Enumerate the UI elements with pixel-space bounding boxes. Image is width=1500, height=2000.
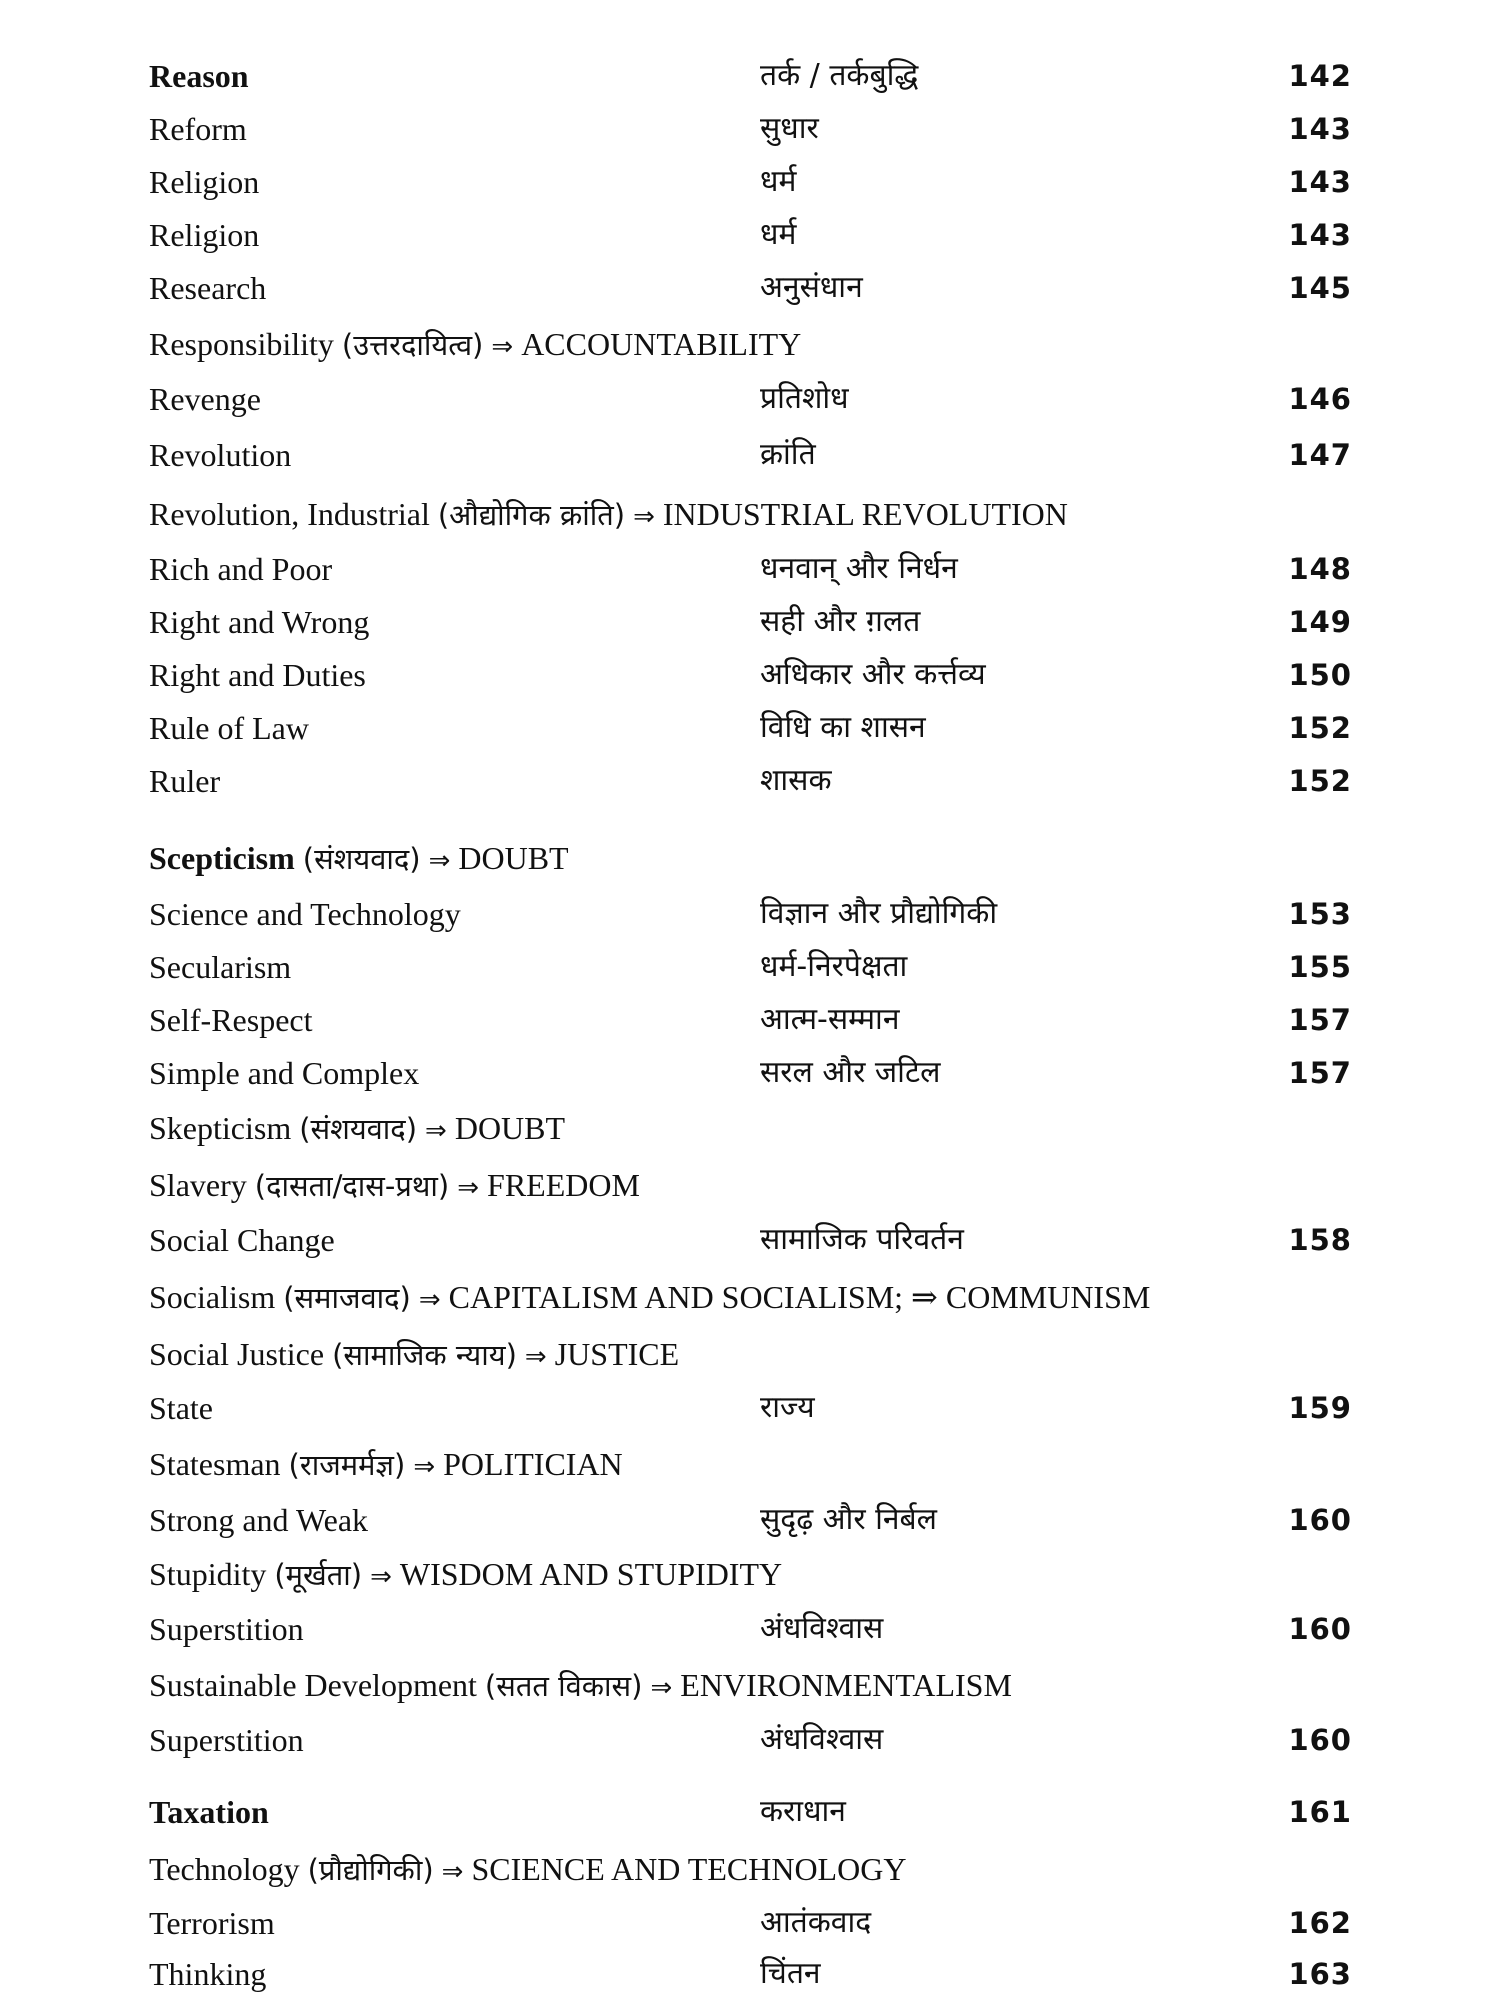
- english-term: Rich and Poor: [149, 551, 333, 587]
- hindi-term: (सतत विकास): [484, 1669, 643, 1703]
- english-term: Social Change: [149, 1222, 335, 1258]
- see-arrow-icon: ⇒: [413, 1452, 436, 1482]
- page-number: 157: [1288, 1056, 1352, 1090]
- english-term: Religion: [149, 164, 260, 200]
- english-term: Revenge: [149, 381, 261, 417]
- page-number: 160: [1288, 1612, 1352, 1646]
- index-entry: [0, 598, 1500, 646]
- page-number: 143: [1288, 112, 1352, 146]
- english-term: Taxation: [149, 1794, 269, 1830]
- index-entry: [0, 651, 1500, 699]
- page-number: 148: [1288, 552, 1352, 586]
- hindi-term: आत्म-सम्मान: [760, 1002, 900, 1037]
- english-term: Superstition: [149, 1722, 304, 1758]
- page-number: 160: [1288, 1503, 1352, 1537]
- see-arrow-icon: ⇒: [650, 1673, 673, 1703]
- page-number: 143: [1288, 218, 1352, 252]
- page-number: 157: [1288, 1003, 1352, 1037]
- english-term: Superstition: [149, 1611, 304, 1647]
- index-entry: [0, 375, 1500, 423]
- index-entry: [0, 1049, 1500, 1097]
- english-term: Skepticism: [149, 1110, 292, 1146]
- english-term: Statesman: [149, 1446, 281, 1482]
- cross-reference-target: DOUBT: [454, 1110, 566, 1146]
- see-arrow-icon: ⇒: [370, 1562, 392, 1592]
- cross-reference-entry: [0, 1273, 1500, 1321]
- cross-reference-entry: [0, 490, 1500, 538]
- english-term: Self-Respect: [149, 1002, 313, 1038]
- index-entry: [0, 996, 1500, 1044]
- cross-reference-target: ACCOUNTABILITY: [521, 326, 802, 362]
- hindi-term: विधि का शासन: [760, 710, 926, 745]
- cross-reference-target: SCIENCE AND TECHNOLOGY: [471, 1851, 907, 1887]
- page-number: 149: [1288, 605, 1352, 639]
- hindi-term: अधिकार और कर्त्तव्य: [760, 657, 986, 692]
- english-term: Thinking: [149, 1956, 267, 1992]
- hindi-term: (प्रौद्योगिकी): [307, 1853, 434, 1887]
- cross-reference-target: ENVIRONMENTALISM: [680, 1667, 1012, 1703]
- index-entry: [0, 264, 1500, 312]
- page-number: 160: [1288, 1723, 1352, 1757]
- index-entry: [0, 1605, 1500, 1653]
- cross-reference-entry: [0, 1104, 1500, 1152]
- hindi-term: शासक: [760, 763, 832, 798]
- cross-reference-entry: [0, 1661, 1500, 1709]
- hindi-term: (संशयवाद): [302, 842, 421, 876]
- english-term: Ruler: [149, 763, 221, 799]
- see-arrow-icon: ⇒: [425, 1116, 447, 1146]
- hindi-term: (दासता/दास-प्रथा): [254, 1169, 450, 1203]
- english-term: Social Justice: [149, 1336, 325, 1372]
- cross-reference-target: FREEDOM: [487, 1167, 640, 1203]
- english-term: Simple and Complex: [149, 1055, 420, 1091]
- page-number: 152: [1288, 764, 1352, 798]
- index-entry: [0, 52, 1500, 100]
- cross-reference-entry: [0, 1330, 1500, 1378]
- hindi-term: प्रतिशोध: [760, 381, 849, 416]
- hindi-term: (उत्तरदायित्व): [341, 328, 484, 362]
- hindi-term: (सामाजिक न्याय): [332, 1338, 517, 1372]
- hindi-term: (राजमर्मज्ञ): [288, 1448, 406, 1482]
- page-number: 143: [1288, 165, 1352, 199]
- page-number: 158: [1288, 1223, 1352, 1257]
- hindi-term: सुदृढ़ और निर्बल: [760, 1502, 938, 1537]
- index-entry: [0, 431, 1500, 479]
- hindi-term: आतंकवाद: [760, 1905, 872, 1940]
- english-term: Right and Wrong: [149, 604, 370, 640]
- see-arrow-icon: ⇒: [441, 1857, 464, 1887]
- english-term: Research: [149, 270, 267, 306]
- hindi-term: विज्ञान और प्रौद्योगिकी: [760, 896, 998, 931]
- english-term: State: [149, 1390, 213, 1426]
- page-number: 161: [1288, 1795, 1352, 1829]
- see-arrow-icon: ⇒: [524, 1342, 547, 1372]
- hindi-term: सुधार: [760, 111, 819, 146]
- hindi-term: तर्क / तर्कबुद्धि: [760, 58, 919, 93]
- hindi-term: सामाजिक परिवर्तन: [760, 1222, 964, 1257]
- cross-reference-entry: [0, 1440, 1500, 1488]
- cross-reference-target: INDUSTRIAL REVOLUTION: [662, 496, 1068, 532]
- english-term: Reason: [149, 58, 249, 94]
- page-number: 163: [1288, 1957, 1352, 1991]
- english-term: Slavery: [149, 1167, 247, 1203]
- index-entry: [0, 211, 1500, 259]
- english-term: Rule of Law: [149, 710, 309, 746]
- see-arrow-icon: ⇒: [457, 1173, 480, 1203]
- index-entry: [0, 1899, 1500, 1947]
- english-term: Science and Technology: [149, 896, 461, 932]
- page-number: 159: [1288, 1391, 1352, 1425]
- index-entry: [0, 158, 1500, 206]
- see-arrow-icon: ⇒: [428, 846, 451, 876]
- hindi-term: अंधविश्वास: [760, 1722, 884, 1757]
- page-number: 152: [1288, 711, 1352, 745]
- hindi-term: (मूर्खता): [274, 1558, 363, 1592]
- hindi-term: सही और ग़लत: [760, 604, 921, 639]
- cross-reference-entry: [0, 1550, 1500, 1598]
- english-term: Revolution, Industrial: [149, 496, 430, 532]
- english-term: Revolution: [149, 437, 292, 473]
- page-number: 150: [1288, 658, 1352, 692]
- english-term: Scepticism: [149, 840, 295, 876]
- english-term: Technology: [149, 1851, 300, 1887]
- cross-reference-entry: [0, 1161, 1500, 1209]
- index-entry: [0, 704, 1500, 752]
- english-term: Responsibility: [149, 326, 334, 362]
- hindi-term: (औद्योगिक क्रांति): [437, 498, 626, 532]
- english-term: Stupidity: [149, 1556, 267, 1592]
- index-entry: [0, 105, 1500, 153]
- english-term: Terrorism: [149, 1905, 275, 1941]
- page-number: 153: [1288, 897, 1352, 931]
- index-entry: [0, 890, 1500, 938]
- page-number: 155: [1288, 950, 1352, 984]
- index-entry: [0, 1216, 1500, 1264]
- cross-reference-entry: [0, 320, 1500, 368]
- hindi-term: चिंतन: [760, 1956, 821, 1991]
- hindi-term: (संशयवाद): [299, 1112, 418, 1146]
- index-entry: [0, 545, 1500, 593]
- page-number: 162: [1288, 1906, 1352, 1940]
- hindi-term: अंधविश्वास: [760, 1611, 884, 1646]
- page-number: 142: [1288, 59, 1352, 93]
- cross-reference-entry: [0, 1845, 1500, 1893]
- cross-reference-target: WISDOM AND STUPIDITY: [399, 1556, 783, 1592]
- english-term: Sustainable Development: [149, 1667, 477, 1703]
- hindi-term: राज्य: [760, 1390, 815, 1425]
- see-arrow-icon: ⇒: [633, 502, 655, 532]
- hindi-term: क्रांति: [760, 437, 816, 472]
- cross-reference-entry: [0, 834, 1500, 882]
- index-entry: [0, 943, 1500, 991]
- cross-reference-target: CAPITALISM AND SOCIALISM; ⇒ COMMUNISM: [448, 1279, 1151, 1315]
- page-number: 145: [1288, 271, 1352, 305]
- cross-reference-target: JUSTICE: [554, 1336, 680, 1372]
- index-entry: [0, 1788, 1500, 1836]
- english-term: Socialism: [149, 1279, 276, 1315]
- english-term: Strong and Weak: [149, 1502, 369, 1538]
- english-term: Right and Duties: [149, 657, 366, 693]
- cross-reference-target: POLITICIAN: [443, 1446, 623, 1482]
- hindi-term: धर्म-निरपेक्षता: [760, 949, 908, 984]
- hindi-term: धर्म: [760, 217, 797, 252]
- hindi-term: सरल और जटिल: [760, 1055, 941, 1090]
- english-term: Reform: [149, 111, 247, 147]
- index-entry: [0, 1716, 1500, 1764]
- english-term: Religion: [149, 217, 260, 253]
- index-entry: [0, 1496, 1500, 1544]
- page-number: 147: [1288, 438, 1352, 472]
- see-arrow-icon: ⇒: [418, 1285, 441, 1315]
- see-arrow-icon: ⇒: [491, 332, 514, 362]
- hindi-term: (समाजवाद): [283, 1281, 411, 1315]
- page-number: 146: [1288, 382, 1352, 416]
- hindi-term: धनवान् और निर्धन: [760, 551, 958, 586]
- english-term: Secularism: [149, 949, 292, 985]
- index-entry: [0, 757, 1500, 805]
- index-entry: [0, 1951, 1500, 1997]
- hindi-term: अनुसंधान: [760, 270, 863, 305]
- hindi-term: धर्म: [760, 164, 797, 199]
- hindi-term: कराधान: [760, 1794, 846, 1829]
- cross-reference-target: DOUBT: [458, 840, 569, 876]
- index-entry: [0, 1384, 1500, 1432]
